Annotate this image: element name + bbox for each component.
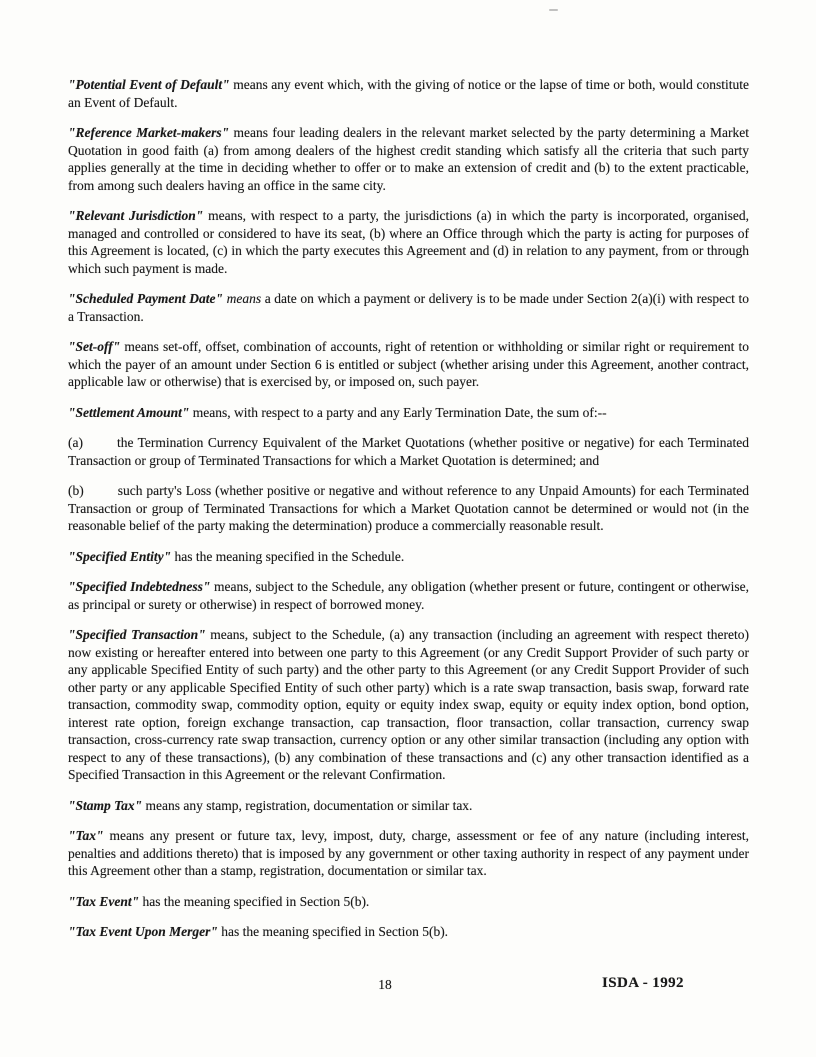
defined-term: "Settlement Amount" [68, 404, 190, 420]
item-text: such party's Loss (whether positive or negative and without reference to any Unpaid Amounts) for each Terminated Transaction or group of Terminated Transactions for which a Market Quotation cannot be determined or would not (in the reasonable belief of the party making the determination) produce a commercially reasonable result. [68, 483, 749, 533]
definition-reference-market-makers [68, 124, 749, 194]
defined-term: "Reference Market-makers" [68, 125, 230, 140]
defined-term: "Set-off" [68, 339, 121, 354]
definition-specified-indebtedness [68, 578, 749, 613]
definitions-text-block [68, 76, 749, 954]
definition-tax-event [68, 893, 749, 911]
definition-text: a date on which a payment or delivery is to be made under Section 2(a)(i) with respect to a Transaction. [68, 291, 750, 324]
definition-text: has the meaning specified in Section 5(b). [142, 893, 370, 909]
definition-relevant-jurisdiction [68, 207, 749, 277]
definition-scheduled-payment-date [68, 290, 749, 325]
defined-term: "Tax" [68, 828, 104, 843]
item-label: (a) [68, 435, 83, 450]
definition-text: means, with respect to a party and any Early Termination Date, the sum of:-- [192, 404, 607, 420]
defined-term: "Stamp Tax" [68, 797, 143, 813]
definition-text: means, subject to the Schedule, (a) any transaction (including an agreement with respect thereto) now existing or hereafter entered into between one party to this Agreement (or any Credit Support Provider of such party or any applicable Specified Entity of such party) and the other party to this Agreement (or any Credit Support Provider of such other party or any applicable Specified Entity of such other party) which is a rate swap transaction, basis swap, forward rate transaction, commodity swap, commodity option, equity or equity index swap, equity or equity index option, bond option, interest rate option, foreign exchange transaction, cap transaction, floor transaction, collar transaction, currency swap transaction, cross-currency rate swap transaction, currency option or any other similar transaction (including any option with respect to any of these transactions), (b) any combination of these transactions and (c) any other transaction identified as a Specified Transaction in this Agreement or the relevant Confirmation. [68, 627, 750, 782]
definition-text: means set-off, offset, combination of accounts, right of retention or withholding or similar right or requirement to which the payer of an amount under Section 6 is entitled or subject (whether arising under this Agreement, another contract, applicable law or otherwise) that is exercised by, or imposed on, such payer. [68, 339, 750, 389]
item-label: (b) [68, 483, 84, 498]
definition-text: means any event which, with the giving of notice or the lapse of time or both, would constitute an Event of Default. [68, 77, 750, 110]
defined-term: "Tax Event Upon Merger" [68, 924, 218, 939]
definition-set-off [68, 338, 749, 391]
item-text: the Termination Currency Equivalent of the Market Quotations (whether positive or negative) for each Terminated Transaction or group of Terminated Transactions for which a Market Quotation is determined; and [68, 435, 749, 468]
definition-tax [68, 827, 749, 880]
document-label: ISDA - 1992 [602, 975, 684, 991]
scan-artifact [549, 9, 558, 11]
definition-text: has the meaning specified in Section 5(b). [221, 924, 449, 939]
defined-term: "Tax Event" [68, 893, 140, 909]
defined-term: "Scheduled Payment Date" [68, 291, 223, 306]
definition-text: means, subject to the Schedule, any obligation (whether present or future, contingent or otherwise, as principal or surety or otherwise) in respect of borrowed money. [68, 579, 750, 612]
definition-potential-event-of-default [68, 76, 749, 111]
definition-text: has the meaning specified in the Schedule. [174, 548, 405, 564]
defined-term: "Potential Event of Default" [68, 77, 230, 92]
defined-term: "Specified Entity" [68, 548, 172, 564]
definition-specified-transaction [68, 626, 749, 784]
definition-tax-event-upon-merger [68, 923, 749, 941]
defined-term: "Specified Indebtedness" [68, 579, 211, 594]
defined-term: "Relevant Jurisdiction" [68, 208, 204, 223]
page-number: 18 [378, 977, 392, 992]
definition-settlement-amount [68, 404, 749, 422]
definition-text: means, with respect to a party, the jurisdictions (a) in which the party is incorporated, organised, managed and controlled or considered to have its seat, (b) where an Office through which the party is acting for purposes of this Agreement is located, (c) in which the party executes this Agreement and (d) in relation to any payment, from or through which such payment is made. [68, 208, 749, 276]
definition-lead: means [226, 291, 262, 306]
settlement-amount-item-a [68, 434, 749, 469]
definition-stamp-tax [68, 797, 749, 815]
definition-specified-entity [68, 548, 749, 566]
defined-term: "Specified Transaction" [68, 627, 206, 642]
settlement-amount-item-b [68, 482, 749, 535]
definition-text: means any present or future tax, levy, impost, duty, charge, assessment or fee of any nature (including interest, penalties and additions thereto) that is imposed by any government or other taxing authority in respect of any payment under this Agreement other than a stamp, registration, documentation or similar tax. [68, 828, 750, 878]
definition-text: means four leading dealers in the relevant market selected by the party determining a Market Quotation in good faith (a) from among dealers of the highest credit standing which satisfy all the criteria that such party applies generally at the time in deciding whether to offer or to make an extension of credit and (b) to the extent practicable, from among such dealers having an office in the same city. [68, 125, 749, 193]
definition-text: means any stamp, registration, documentation or similar tax. [145, 797, 473, 813]
